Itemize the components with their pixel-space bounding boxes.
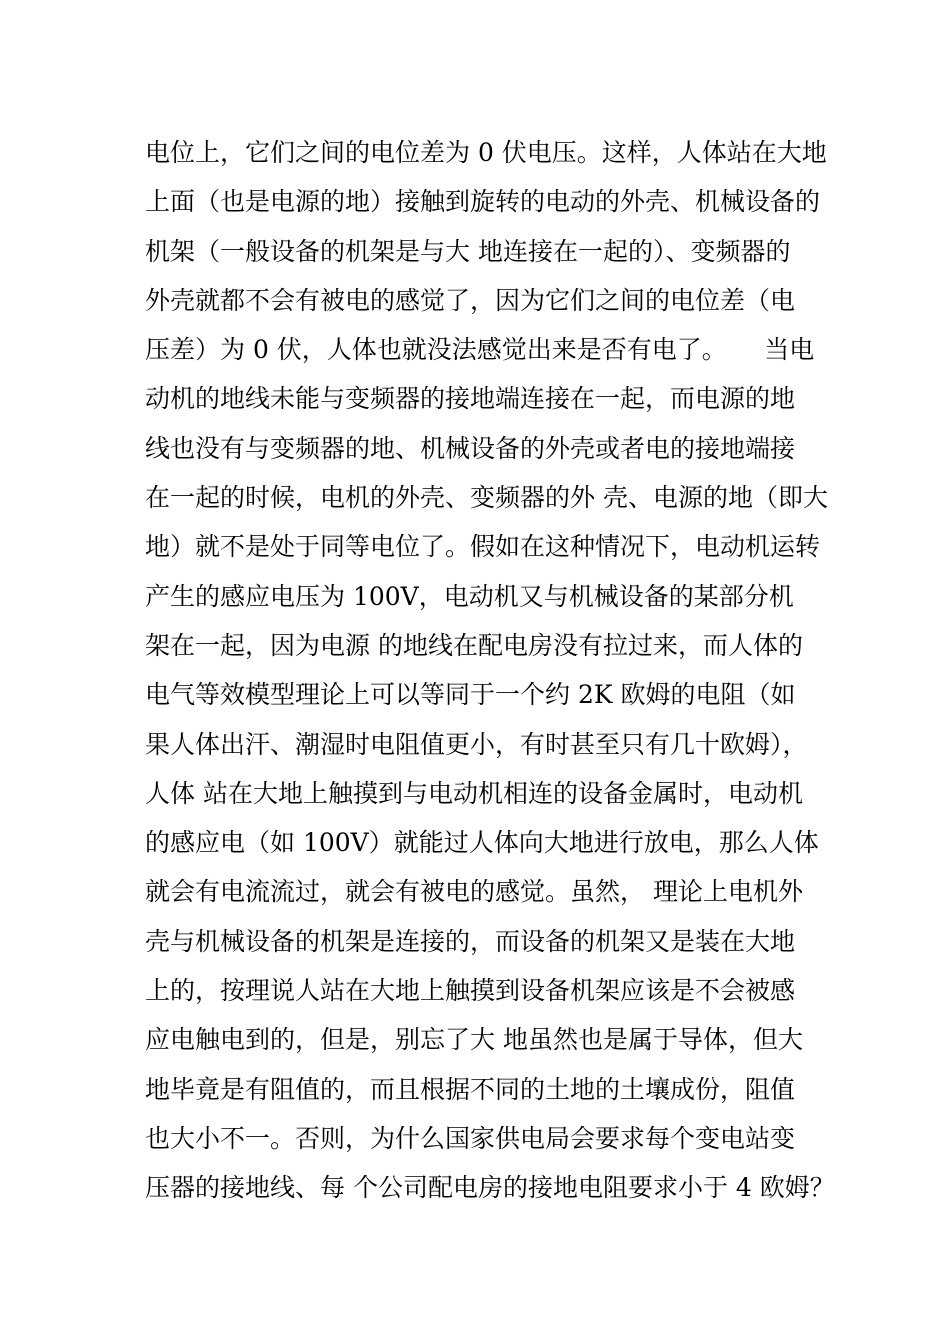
text-line: 架在一起，因为电源 的地线在配电房没有拉过来，而人体的 — [145, 630, 803, 660]
text-line: 壳与机械设备的机架是连接的，而设备的机架又是装在大地 — [145, 926, 796, 956]
text-line: 也大小不一。否则，为什么国家供电局会要求每个变电站变 — [145, 1123, 796, 1153]
text-line: 产生的感应电压为 100V，电动机又与机械设备的某部分机 — [145, 581, 794, 611]
text-line: 就会有电流流过，就会有被电的感觉。虽然， 理论上电机外 — [145, 877, 803, 907]
text-line: 电位上，它们之间的电位差为 0 伏电压。这样，人体站在大地 — [145, 138, 827, 167]
text-line: 电气等效模型理论上可以等同于一个约 2K 欧姆的电阻（如 — [145, 680, 796, 710]
text-line: 机架（一般设备的机架是与大 地连接在一起的）、变频器的 — [145, 236, 791, 266]
text-line: 线也没有与变频器的地、机械设备的外壳或者电的接地端接 — [145, 433, 796, 463]
text-line: 压器的接地线、每 个公司配电房的接地电阻要求小于 4 欧姆？ — [145, 1173, 835, 1203]
text-line: 应电触电到的，但是，别忘了大 地虽然也是属于导体，但大 — [145, 1025, 803, 1055]
text-line: 外壳就都不会有被电的感觉了，因为它们之间的电位差（电 — [145, 285, 796, 315]
body-paragraph — [145, 128, 835, 1213]
text-line: 上的，按理说人站在大地上触摸到设备机架应该是不会被感 — [145, 976, 796, 1006]
text-line: 压差）为 0 伏，人体也就没法感觉出来是否有电了。 当电 — [145, 335, 815, 365]
text-line: 在一起的时候，电机的外壳、变频器的外 壳、电源的地（即大 — [145, 483, 828, 513]
text-line: 的感应电（如 100V）就能过人体向大地进行放电，那么人体 — [145, 828, 819, 858]
text-line: 地）就不是处于同等电位了。假如在这种情况下，电动机运转 — [145, 532, 821, 562]
text-line: 地毕竟是有阻值的，而且根据不同的土地的土壤成份，阻值 — [145, 1074, 796, 1104]
text-line: 上面（也是电源的地）接触到旋转的电动的外壳、机械设备的 — [145, 187, 821, 217]
text-line: 人体 站在大地上触摸到与电动机相连的设备金属时，电动机 — [145, 778, 803, 808]
text-line: 果人体出汗、潮湿时电阻值更小，有时甚至只有几十欧姆）， — [145, 729, 808, 759]
text-line: 动机的地线未能与变频器的接地端连接在一起，而电源的地 — [145, 384, 796, 414]
